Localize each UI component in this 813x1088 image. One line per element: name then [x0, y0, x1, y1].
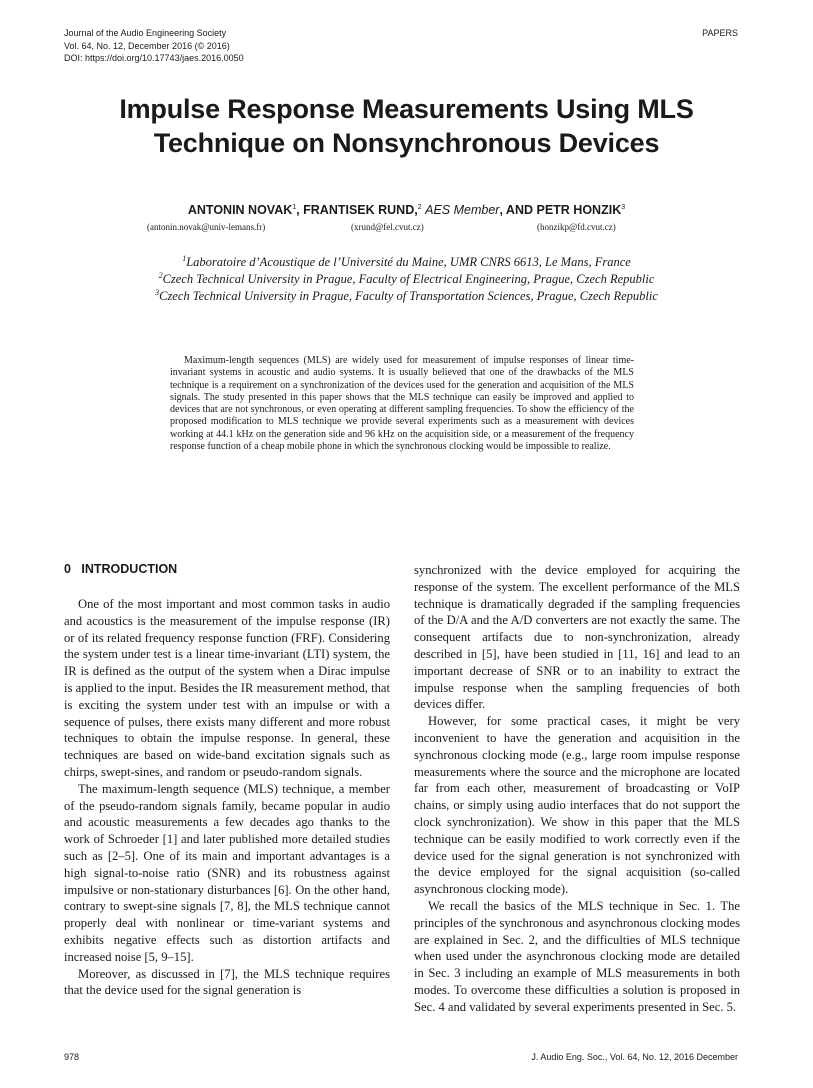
author-2: FRANTISEK RUND,	[303, 203, 418, 217]
body-column-left	[64, 596, 390, 999]
affiliation-text: Czech Technical University in Prague, Faculty of Transportation Sciences, Prague, Czech Republic	[159, 289, 658, 304]
title-line-1: Impulse Response Measurements Using MLS	[119, 94, 694, 124]
affiliation-text: Czech Technical University in Prague, Faculty of Electrical Engineering, Prague, Czech Republic	[162, 272, 655, 287]
author-3-affil: 3	[621, 203, 626, 211]
author-separator: , AND	[499, 203, 537, 217]
section-title: INTRODUCTION	[81, 562, 178, 576]
author-separator: ,	[296, 203, 304, 217]
author-1: ANTONIN NOVAK	[187, 203, 293, 217]
author-list	[60, 203, 753, 217]
abstract: Maximum-length sequences (MLS) are widely used for measurement of impulse responses of linear time-invariant systems in acoustic and audio systems. It is usually believed that one of the drawbacks of the MLS technique is a requirement on a synchronization of the devices used for the generation and acquisition of the MLS signals. The study presented in this paper shows that the MLS technique can easily be improved and applied to devices that are not synchronous, or even operating at different sampling frequencies. To show the efficiency of the proposed modification to MLS technique we provide several experiments such as a measurement with devices working at 44.1 kHz on the generation side and 96 kHz on the acquisition side, or a measurement of the frequency response function of a cheap mobile phone in which the synchronous clocking would be impossible to realize.	[170, 355, 634, 453]
page-number: 978	[64, 1052, 80, 1062]
paragraph: One of the most important and most common tasks in audio and acoustics is the measurement of the impulse response (IR) or of its related frequency response function (FRF). Considering the system under test is a linear time-invariant (LTI) system, the IR is defined as the output of the system when a Dirac impulse is applied to the input. Besides the IR measurement method, that is exciting the system under test with an impulse or with a sequence of pulses, there exists many different and more robust techniques to obtain the impulse response. In general, these techniques are based on wide-band excitation signals such as chirps, swept-sines, and random or pseudo-random signals.	[64, 597, 390, 779]
affiliation-number: 2	[158, 271, 163, 280]
paragraph: synchronized with the device employed for acquiring the response of the system. The excellent performance of the MLS technique is dramatically degraded if the sampling frequencies of the D/A and the A/D converters are not exactly the same. The consequent artifacts due to non-synchronization, already described in [5], have been studied in [11, 16] and lead to an important decrease of SNR or to an inability to extract the impulse response when the sampling frequencies of both devices differ.	[414, 563, 740, 712]
author-2-email[interactable]: (xrund@fel.cvut.cz)	[351, 222, 424, 232]
journal-header	[64, 27, 244, 65]
paragraph: The maximum-length sequence (MLS) technique, a member of the pseudo-random signals family, became popular in audio and acoustic measurements a few decades ago thanks to the work of Schroeder [1] and later published more detailed studies such as [2–5]. One of its main and important advantages is a high signal-to-noise ratio (SNR) and its robustness against impulsive or non-stationary disturbances [6]. On the other hand, contrary to swept-sine signals [7, 8], the MLS technique cannot properly deal with nonlinear or time-variant systems and exhibits negative effects such as distortion artifacts and increased noise [5, 9–15].	[64, 781, 390, 964]
author-2-affil: 2	[417, 203, 422, 211]
author-2-membership: AES Member	[425, 203, 500, 217]
affiliation-text: Laboratoire d’Acoustique de l’Université du Maine, UMR CNRS 6613, Le Mans, France	[186, 255, 631, 270]
paragraph: However, for some practical cases, it might be very inconvenient to have the generation and acquisition in the synchronous clocking mode (e.g., large room impulse response measurements where the source and the microphone are located far from each other, measurement of broadcasting or VoIP chains, or simply using audio interfaces that do not support the clock synchronization). We show in this paper that the MLS technique can be easily modified to work correctly even if the device used for the signal generation is not synchronized with the device employed for the signal acquisition (so-called asynchronous clocking mode).	[414, 714, 740, 897]
author-1-affil: 1	[292, 203, 297, 211]
doi-link[interactable]: DOI: https://doi.org/10.17743/jaes.2016.0050	[64, 53, 244, 63]
section-number: 0	[64, 562, 71, 576]
title-line-2: Technique on Nonsynchronous Devices	[153, 128, 660, 158]
journal-volume: Vol. 64, No. 12, December 2016 (© 2016)	[64, 40, 230, 51]
journal-name: Journal of the Audio Engineering Society	[64, 28, 227, 38]
body-column-right	[414, 562, 740, 1016]
author-1-email[interactable]: (antonin.novak@univ-lemans.fr)	[147, 222, 266, 232]
paper-title	[60, 92, 753, 160]
author-3-email[interactable]: (honzikp@fd.cvut.cz)	[537, 222, 616, 232]
affiliation-number: 1	[182, 254, 187, 263]
section-label: PAPERS	[702, 28, 738, 38]
section-heading	[64, 562, 177, 576]
author-3: PETR HONZIK	[536, 203, 622, 217]
paragraph: We recall the basics of the MLS technique in Sec. 1. The principles of the synchronous and asynchronous clocking modes are explained in Sec. 2, and the difficulties of MLS technique when used under the asynchronous clocking mode are detailed in Sec. 3 including an example of MLS measurements in both modes. To overcome these difficulties a solution is proposed in Sec. 4 and validated by several experiments presented in Sec. 5.	[414, 898, 740, 1014]
affiliation-3	[60, 285, 753, 304]
paragraph: Moreover, as discussed in [7], the MLS technique requires that the device used for the signal generation is	[64, 966, 390, 998]
footer-citation: J. Audio Eng. Soc., Vol. 64, No. 12, 2016 December	[531, 1052, 738, 1062]
affiliation-number: 3	[155, 288, 160, 297]
